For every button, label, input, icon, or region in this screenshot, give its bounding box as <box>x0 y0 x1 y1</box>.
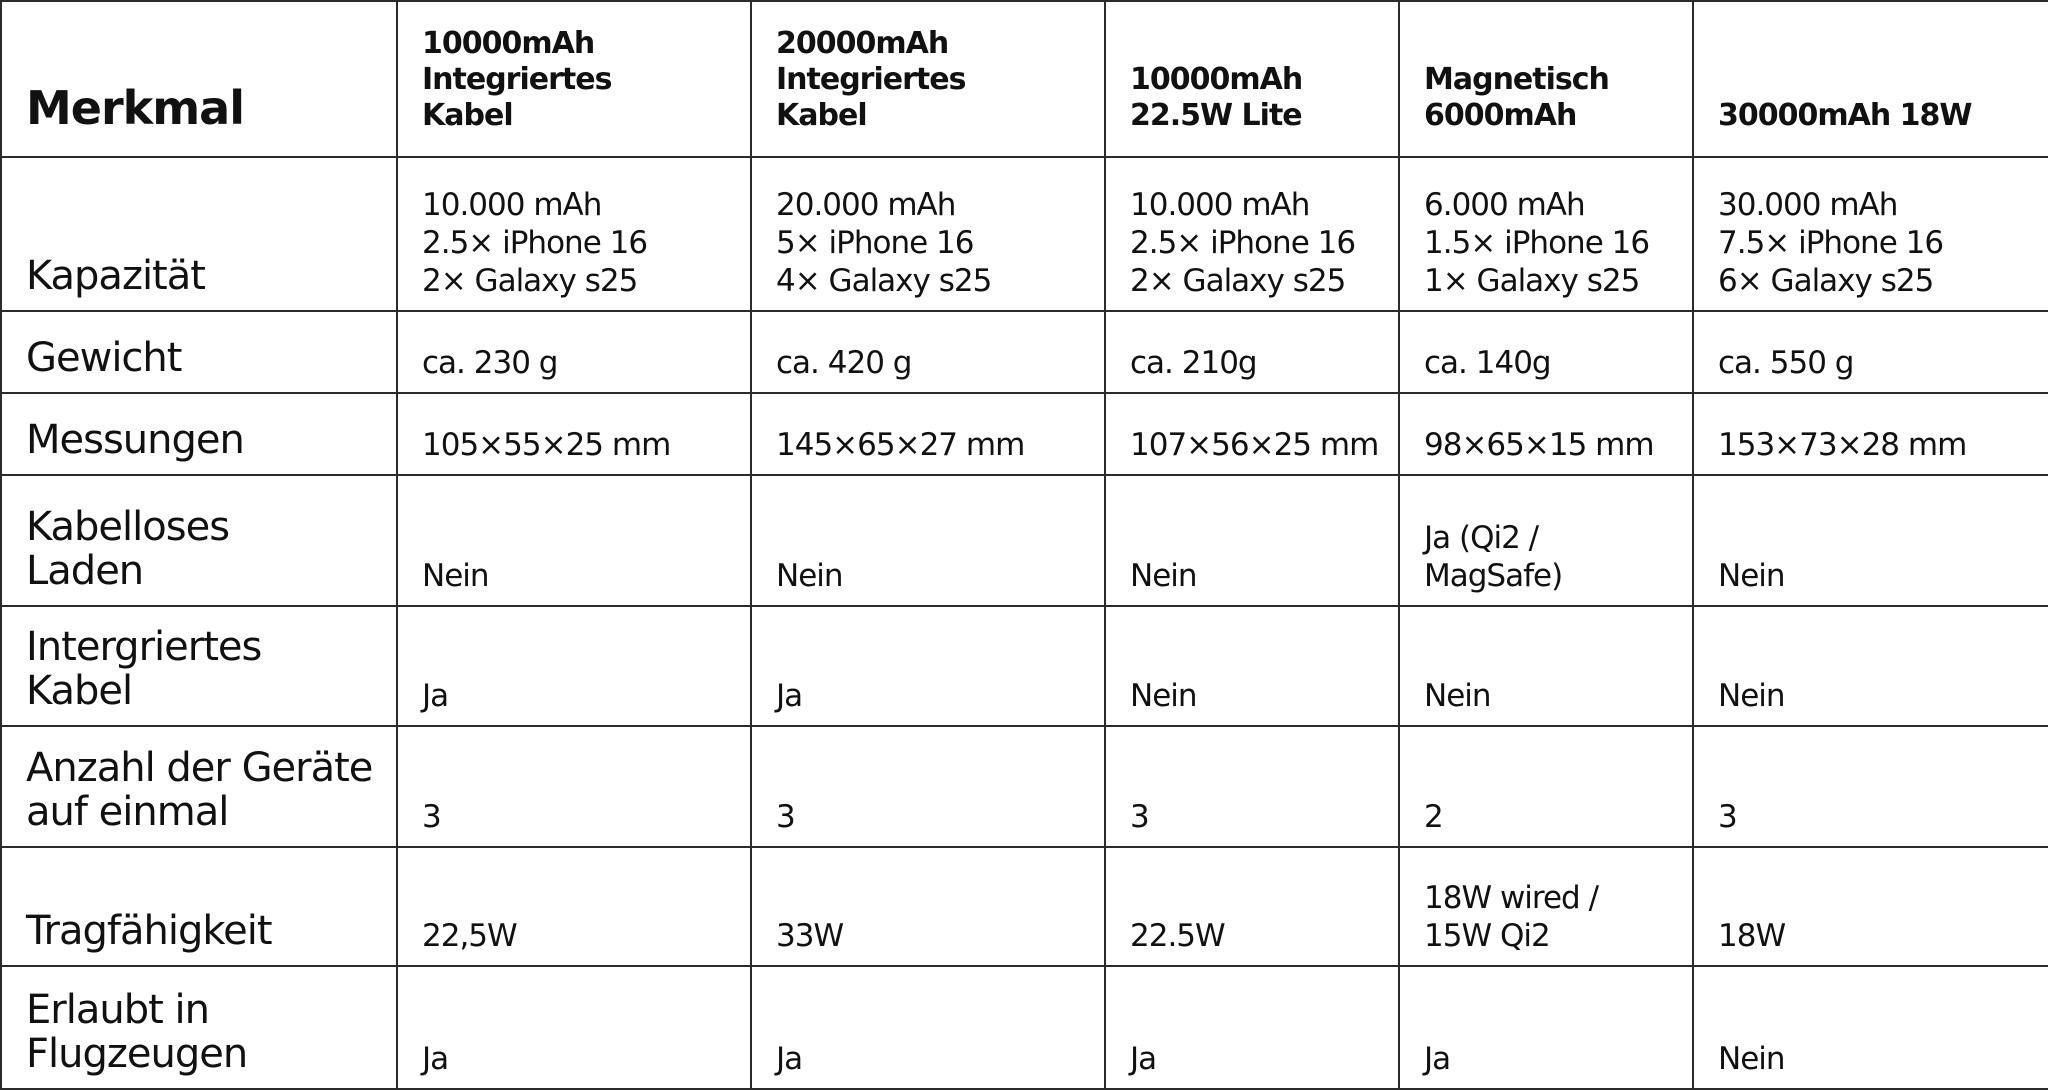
cell-line: 2× Galaxy s25 <box>422 263 638 299</box>
table-cell <box>1105 726 1399 847</box>
table-cell <box>1693 847 2048 966</box>
table-cell <box>1105 475 1399 606</box>
cell-line: 33W <box>776 918 844 954</box>
cell-line: 1.5× iPhone 16 <box>1424 225 1650 261</box>
table-cell <box>397 157 751 311</box>
table-cell <box>1105 847 1399 966</box>
cell-line: Integriertes <box>776 62 966 97</box>
table-cell <box>1693 475 2048 606</box>
cell-line: 1× Galaxy s25 <box>1424 263 1640 299</box>
table-cell <box>751 606 1105 726</box>
table-cell <box>1693 311 2048 393</box>
cell-line: ca. 210g <box>1130 345 1257 381</box>
table-cell <box>397 311 751 393</box>
cell-line: Ja <box>1424 1041 1451 1077</box>
cell-line: Gewicht <box>26 335 182 381</box>
cell-line: 15W Qi2 <box>1424 918 1550 954</box>
table-cell <box>1693 966 2048 1089</box>
table-cell <box>1105 393 1399 475</box>
cell-line: 2× Galaxy s25 <box>1130 263 1346 299</box>
cell-line: 3 <box>776 799 795 835</box>
table-cell <box>1399 311 1693 393</box>
table-row <box>1 475 2048 606</box>
cell-line: 6× Galaxy s25 <box>1718 263 1934 299</box>
row-label <box>1 393 397 475</box>
table-cell <box>751 966 1105 1089</box>
table-cell <box>1399 847 1693 966</box>
cell-line: Kapazität <box>26 253 205 299</box>
table-cell <box>397 475 751 606</box>
header-feature: Merkmal <box>1 1 397 157</box>
table-cell <box>1693 606 2048 726</box>
cell-line: 2.5× iPhone 16 <box>422 225 648 261</box>
cell-line: Nein <box>1424 678 1491 714</box>
cell-line: Nein <box>422 558 489 594</box>
table-cell <box>1105 311 1399 393</box>
table-cell <box>1399 393 1693 475</box>
cell-line: 3 <box>422 799 441 835</box>
header-product <box>1105 1 1399 157</box>
table-cell <box>1105 606 1399 726</box>
cell-line: 7.5× iPhone 16 <box>1718 225 1944 261</box>
row-label <box>1 966 397 1089</box>
cell-line: Ja <box>422 678 449 714</box>
cell-line: 20000mAh <box>776 26 949 61</box>
cell-line: ca. 140g <box>1424 345 1551 381</box>
table-cell <box>1399 966 1693 1089</box>
cell-line: 6.000 mAh <box>1424 187 1585 223</box>
cell-line: Integriertes <box>422 62 612 97</box>
cell-line: Nein <box>776 558 843 594</box>
table-cell <box>751 726 1105 847</box>
cell-line: 10.000 mAh <box>1130 187 1310 223</box>
cell-line: 107×56×25 mm <box>1130 427 1379 463</box>
table-cell <box>1399 726 1693 847</box>
table-cell <box>397 606 751 726</box>
header-product <box>751 1 1105 157</box>
cell-line: Kabel <box>422 98 513 133</box>
table-row <box>1 847 2048 966</box>
header-row <box>1 1 2048 157</box>
cell-line: 2 <box>1424 799 1443 835</box>
table-cell <box>397 393 751 475</box>
cell-line: Messungen <box>26 417 244 463</box>
table-cell <box>751 157 1105 311</box>
cell-line: Flugzeugen <box>26 1031 248 1077</box>
row-label <box>1 157 397 311</box>
cell-line: Anzahl der Geräte <box>26 745 373 791</box>
cell-line: 22.5W Lite <box>1130 98 1302 133</box>
cell-line: ca. 230 g <box>422 345 558 381</box>
header-product <box>397 1 751 157</box>
cell-line: 10.000 mAh <box>422 187 602 223</box>
table-row <box>1 393 2048 475</box>
cell-line: ca. 420 g <box>776 345 912 381</box>
table-cell <box>1693 157 2048 311</box>
table-cell <box>1693 726 2048 847</box>
row-label <box>1 475 397 606</box>
cell-line: auf einmal <box>26 789 229 835</box>
cell-line: 105×55×25 mm <box>422 427 671 463</box>
cell-line: Nein <box>1718 558 1785 594</box>
cell-line: ca. 550 g <box>1718 345 1854 381</box>
cell-line: Intergriertes <box>26 624 262 670</box>
cell-line: Ja (Qi2 / <box>1424 520 1539 556</box>
table-cell <box>751 475 1105 606</box>
cell-line: 5× iPhone 16 <box>776 225 974 261</box>
cell-line: Kabel <box>776 98 867 133</box>
cell-line: Nein <box>1130 678 1197 714</box>
cell-line: 98×65×15 mm <box>1424 427 1654 463</box>
table-cell <box>397 966 751 1089</box>
row-label <box>1 606 397 726</box>
cell-line: MagSafe) <box>1424 558 1563 594</box>
table-cell <box>1105 157 1399 311</box>
cell-line: Ja <box>1130 1041 1157 1077</box>
cell-line: 153×73×28 mm <box>1718 427 1967 463</box>
cell-line: 30000mAh 18W <box>1718 98 1972 133</box>
cell-line: Kabel <box>26 668 133 714</box>
cell-line: Tragfähigkeit <box>26 908 272 954</box>
cell-line: 20.000 mAh <box>776 187 956 223</box>
table-cell <box>1399 475 1693 606</box>
cell-line: Nein <box>1718 678 1785 714</box>
table-cell <box>751 393 1105 475</box>
cell-line: Erlaubt in <box>26 987 209 1033</box>
cell-line: Laden <box>26 548 144 594</box>
cell-line: Magnetisch <box>1424 62 1609 97</box>
cell-line: Ja <box>776 678 803 714</box>
header-product <box>1693 1 2048 157</box>
table-cell <box>397 726 751 847</box>
table-cell <box>1399 157 1693 311</box>
cell-line: 3 <box>1130 799 1149 835</box>
cell-line: 145×65×27 mm <box>776 427 1025 463</box>
cell-line: 3 <box>1718 799 1737 835</box>
table-cell <box>751 311 1105 393</box>
cell-line: 2.5× iPhone 16 <box>1130 225 1356 261</box>
cell-line: Ja <box>776 1041 803 1077</box>
cell-line: 18W wired / <box>1424 880 1599 916</box>
row-label <box>1 726 397 847</box>
table-cell <box>1105 966 1399 1089</box>
table-cell <box>1399 606 1693 726</box>
table-row <box>1 966 2048 1089</box>
cell-line: 22.5W <box>1130 918 1225 954</box>
cell-line: 10000mAh <box>422 26 595 61</box>
cell-line: 22,5W <box>422 918 517 954</box>
cell-line: 4× Galaxy s25 <box>776 263 992 299</box>
cell-line: 6000mAh <box>1424 98 1577 133</box>
header-product <box>1399 1 1693 157</box>
table-cell <box>1693 393 2048 475</box>
cell-line: Nein <box>1130 558 1197 594</box>
cell-line: Nein <box>1718 1041 1785 1077</box>
cell-line: Kabelloses <box>26 504 230 550</box>
cell-line: 10000mAh <box>1130 62 1303 97</box>
table-row <box>1 606 2048 726</box>
table-row <box>1 157 2048 311</box>
cell-line: Ja <box>422 1041 449 1077</box>
table-cell <box>751 847 1105 966</box>
table-row <box>1 311 2048 393</box>
cell-line: 30.000 mAh <box>1718 187 1898 223</box>
row-label <box>1 847 397 966</box>
row-label <box>1 311 397 393</box>
table-row <box>1 726 2048 847</box>
cell-line: 18W <box>1718 918 1786 954</box>
table-cell <box>397 847 751 966</box>
